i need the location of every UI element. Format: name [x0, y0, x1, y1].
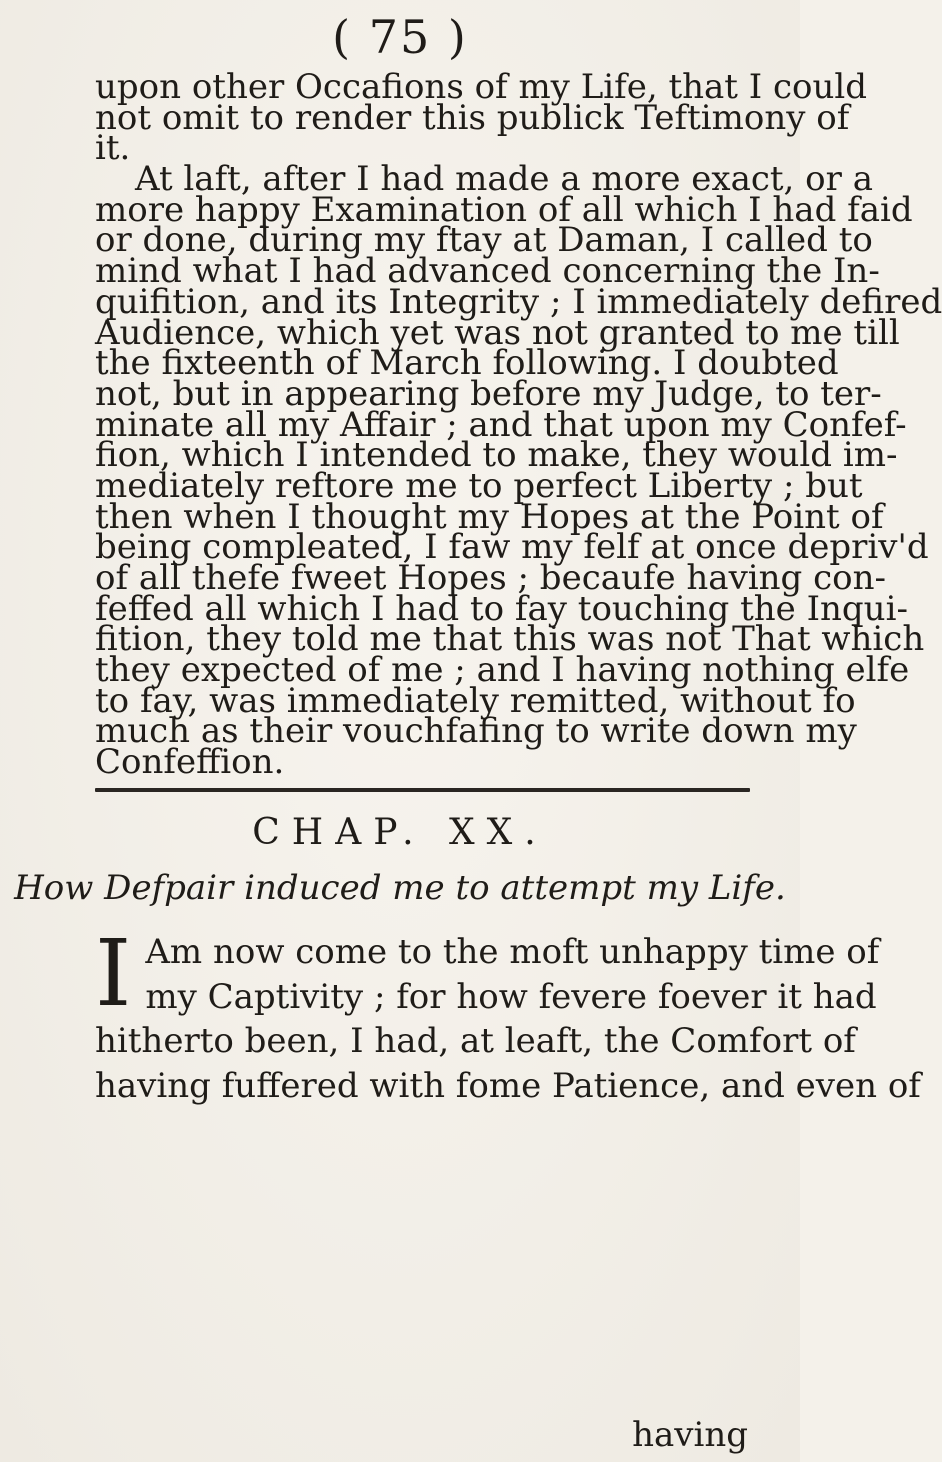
body-text-top [95, 67, 942, 783]
body-text-bottom [95, 920, 921, 1108]
text-line: Am now come to the moft unhappy time of [145, 932, 880, 972]
text-line: Confeffion. [95, 742, 285, 783]
text-line: the fixteenth of March following. I doubted [95, 343, 839, 384]
text-line: mediately reftore me to perfect Liberty ; but [95, 465, 863, 506]
text-line: fion, which I intended to make, they would im- [95, 435, 898, 476]
text-line: much as their vouchfafing to write down my [95, 711, 857, 752]
text-line: not, but in appearing before my Judge, to ter- [95, 373, 882, 414]
text-line: not omit to render this publick Teftimony of [95, 97, 850, 138]
chapter-heading: CHAP. XX. [252, 812, 548, 853]
text-line: they expected of me ; and I having nothing elfe [95, 650, 910, 691]
chapter-subtitle: How Defpair induced me to attempt my Life. [14, 868, 786, 908]
text-line: At laft, after I had made a more exact, or a [135, 159, 873, 200]
text-line: more happy Examination of all which I had faid [95, 189, 913, 230]
text-line: then when I thought my Hopes at the Point of [95, 496, 884, 537]
catchword: having [632, 1415, 748, 1455]
text-line: being compleated, I faw my felf at once depriv'd [95, 527, 929, 568]
text-line: minate all my Affair ; and that upon my Confef- [95, 404, 907, 445]
text-line: mind what I had advanced concerning the In- [95, 251, 880, 292]
text-line: quifition, and its Integrity ; I immediately defired [95, 281, 942, 322]
text-line: it. [95, 128, 131, 169]
text-line: or done, during my ftay at Daman, I called to [95, 220, 873, 261]
text-line: feffed all which I had to fay touching the Inqui- [95, 588, 908, 629]
page-number: ( 75 ) [332, 10, 468, 64]
text-line: fition, they told me that this was not That which [95, 619, 925, 660]
drop-cap: I [95, 920, 132, 1027]
text-line: upon other Occafions of my Life, that I could [95, 67, 868, 107]
section-rule [95, 788, 750, 792]
text-line: hitherto been, I had, at leaft, the Comfort of [95, 1021, 856, 1062]
text-line: to fay, was immediately remitted, without fo [95, 680, 856, 721]
text-line: of all thefe fweet Hopes ; becaufe having con- [95, 558, 887, 598]
text-line: my Captivity ; for how fevere foever it had [145, 976, 877, 1017]
text-line: Audience, which yet was not granted to me till [95, 312, 900, 353]
text-line: having fuffered with fome Patience, and even of [95, 1065, 921, 1106]
